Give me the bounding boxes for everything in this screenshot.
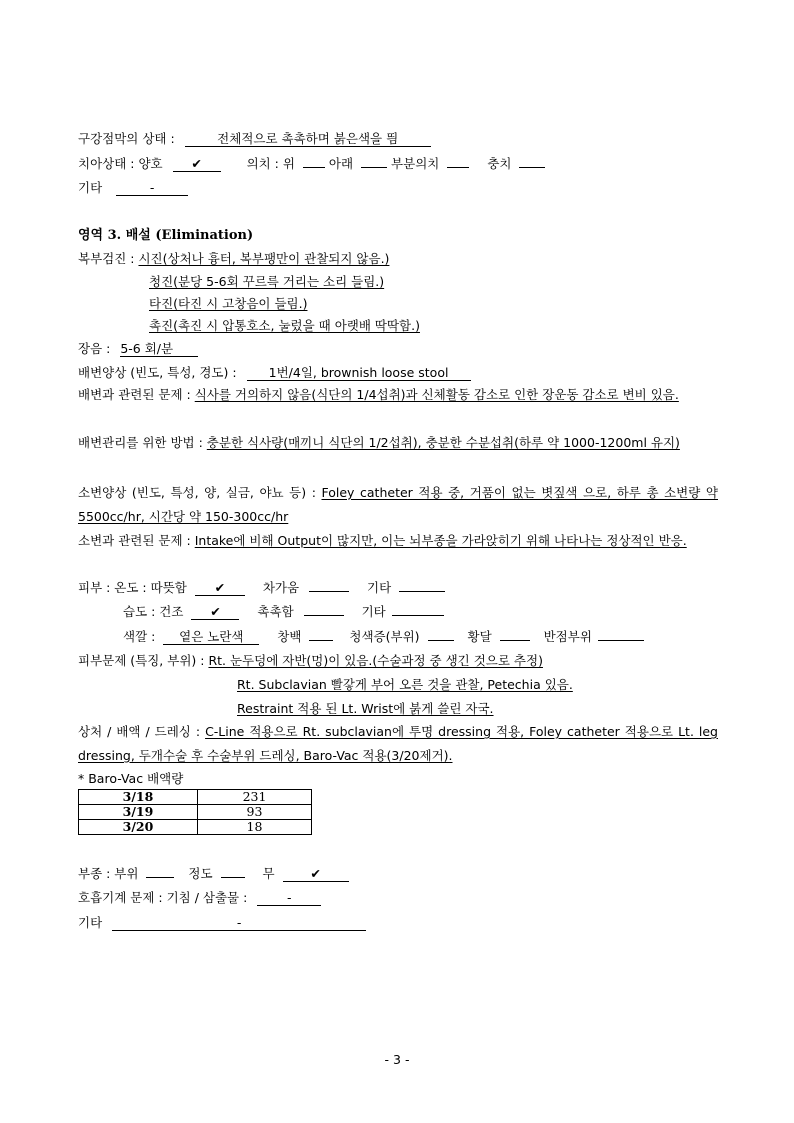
partial-denture-label: 부분의치 bbox=[391, 156, 440, 171]
edema-degree-label: 정도 bbox=[188, 866, 213, 881]
skin-humid-label: 촉촉함 bbox=[257, 604, 294, 619]
bowel-mgmt-value: 충분한 식사량(매끼니 식단의 1/2섭취), 충분한 수분섭취(하루 약 1000-1200ml 유지) bbox=[206, 435, 680, 450]
bowel-mgmt-label: 배변관리를 위한 방법 : bbox=[78, 435, 203, 450]
skin-dry-check: ✔ bbox=[191, 604, 239, 620]
bowel-problem-value: 식사를 거의하지 않음(식단의 1/4섭취)과 신체활동 감소로 인한 장운동 감소로 변비 있음. bbox=[194, 387, 679, 402]
skin-moist-label: 습도 : 건조 bbox=[123, 604, 184, 619]
partial-denture-value bbox=[447, 167, 469, 168]
urine-pattern-value: Foley catheter 적용 중, 거품이 없는 볏짚색 으로, 하루 총 소변량 약 5500cc/hr, 시간당 약 150-300cc/hr bbox=[78, 485, 718, 524]
denture-upper-value bbox=[303, 167, 325, 168]
barovac-table bbox=[78, 789, 312, 835]
skin-problem-label: 피부문제 (특징, 부위) : bbox=[78, 653, 205, 668]
abdomen-inspection-row bbox=[78, 251, 389, 267]
skin-warm-label: 따뜻함 bbox=[150, 580, 187, 595]
skin-pale-label: 창백 bbox=[277, 629, 302, 644]
denture-label: 의치 : 위 bbox=[246, 156, 295, 171]
bowel-problem-block bbox=[78, 383, 718, 407]
skin-problem-row bbox=[78, 653, 543, 669]
other-label: 기타 bbox=[78, 915, 103, 930]
edema-degree-value bbox=[221, 877, 245, 878]
skin-pale-value bbox=[309, 640, 333, 641]
edema-site-value bbox=[146, 877, 174, 878]
skin-moist-etc-label: 기타 bbox=[361, 604, 386, 619]
skin-color-value: 옅은 노란색 bbox=[163, 629, 259, 645]
skin-color-row bbox=[123, 629, 644, 645]
denture-lower-value bbox=[361, 167, 387, 168]
edema-label: 부종 : 부위 bbox=[78, 866, 139, 881]
table-row bbox=[79, 805, 312, 820]
abdomen-palpation-text: 촉진(촉진 시 압통호소, 눌렀을 때 아랫배 딱딱함.) bbox=[149, 318, 420, 333]
skin-moist-etc-value bbox=[392, 615, 444, 616]
skin-problem-2-row bbox=[237, 677, 573, 693]
bowel-problem-label: 배변과 관련된 문제 : bbox=[78, 387, 191, 402]
other-value: - bbox=[112, 915, 366, 931]
bowel-sound-row bbox=[78, 341, 198, 357]
skin-temp-etc-value bbox=[399, 591, 445, 592]
skin-cold-label: 차가움 bbox=[262, 580, 300, 595]
resp-value: - bbox=[257, 890, 321, 906]
caries-value bbox=[519, 167, 545, 168]
edema-row bbox=[78, 866, 349, 882]
wound-label: 상처 / 배액 / 드레싱 : bbox=[78, 724, 201, 739]
abdomen-inspection: 시진(상처나 흉터, 복부팽만이 관찰되지 않음.) bbox=[138, 251, 390, 266]
oral-mucosa-row bbox=[78, 131, 431, 147]
teeth-label: 치아상태 : 양호 bbox=[78, 156, 163, 171]
skin-temp-row bbox=[78, 580, 445, 596]
abdomen-auscultation-text: 청진(분당 5-6회 꾸르륵 거리는 소리 들림.) bbox=[149, 274, 385, 289]
barovac-amount: 18 bbox=[198, 820, 312, 835]
section-title: 영역 3. 배설 (Elimination) bbox=[78, 228, 254, 243]
urine-problem-label: 소변과 관련된 문제 : bbox=[78, 533, 191, 548]
skin-jaundice-value bbox=[500, 640, 530, 641]
skin-cold-value bbox=[309, 591, 349, 592]
wound-block bbox=[78, 720, 718, 768]
edema-none-check: ✔ bbox=[283, 866, 349, 882]
skin-jaundice-label: 황달 bbox=[467, 629, 492, 644]
barovac-date: 3/20 bbox=[79, 820, 198, 835]
resp-row bbox=[78, 890, 321, 906]
oral-mucosa-label: 구강점막의 상태 : bbox=[78, 131, 175, 146]
bowel-mgmt-block bbox=[78, 431, 718, 455]
urine-problem-value: Intake에 비해 Output이 많지만, 이는 뇌부종을 가라앉히기 위해 나타나는 정상적인 반응. bbox=[194, 533, 687, 548]
urine-problem-block bbox=[78, 529, 718, 553]
barovac-amount: 93 bbox=[198, 805, 312, 820]
barovac-amount: 231 bbox=[198, 790, 312, 805]
edema-none-label: 무 bbox=[262, 866, 275, 881]
table-row bbox=[79, 820, 312, 835]
teeth-row bbox=[78, 156, 545, 172]
oral-mucosa-value: 전체적으로 촉촉하며 붉은색을 띔 bbox=[185, 131, 431, 147]
skin-moist-row bbox=[123, 604, 444, 620]
abdomen-percussion bbox=[149, 296, 307, 312]
urine-pattern-label: 소변양상 (빈도, 특성, 양, 실금, 야뇨 등) : bbox=[78, 485, 316, 500]
table-row bbox=[79, 790, 312, 805]
other-row bbox=[78, 915, 366, 931]
lower-label: 아래 bbox=[328, 156, 354, 171]
skin-temp-label: 피부 : 온도 : bbox=[78, 580, 147, 595]
skin-humid-value bbox=[304, 615, 344, 616]
bowel-pattern-value: 1번/4일, brownish loose stool bbox=[247, 365, 471, 381]
skin-cyanosis-label: 청색증(부위) bbox=[349, 629, 420, 644]
wound-value: C-Line 적용으로 Rt. subclavian에 투명 dressing 적용, Foley catheter 적용으로 Lt. leg dressing, 두개수술 후 수술부위 드레싱, Baro-Vac 적용(3/20제거). bbox=[78, 724, 718, 763]
skin-problem-1: Rt. 눈두덩에 자반(멍)이 있음.(수술과정 중 생긴 것으로 추정) bbox=[208, 653, 543, 668]
abdomen-auscultation bbox=[149, 274, 384, 290]
resp-label: 호흡기계 문제 : 기침 / 삼출물 : bbox=[78, 890, 248, 905]
skin-problem-2: Rt. Subclavian 빨갛게 부어 오른 것을 관찰, Petechia 있음. bbox=[237, 677, 573, 692]
bowel-pattern-row bbox=[78, 365, 471, 381]
skin-color-label: 색깔 : bbox=[123, 629, 156, 644]
barovac-title: * Baro-Vac 배액량 bbox=[78, 771, 184, 786]
page-number: - 3 - bbox=[384, 1052, 410, 1067]
skin-problem-3-row bbox=[237, 701, 494, 717]
skin-petechia-label: 반점부위 bbox=[543, 629, 592, 644]
skin-problem-3: Restraint 적용 된 Lt. Wrist에 붉게 쓸린 자국. bbox=[237, 701, 494, 716]
skin-cyanosis-value bbox=[428, 640, 454, 641]
skin-petechia-value bbox=[598, 640, 644, 641]
barovac-date: 3/18 bbox=[79, 790, 198, 805]
barovac-date: 3/19 bbox=[79, 805, 198, 820]
oral-etc-row bbox=[78, 180, 188, 196]
oral-etc-value: - bbox=[116, 180, 188, 196]
skin-temp-etc-label: 기타 bbox=[367, 580, 392, 595]
abdomen-percussion-text: 타진(타진 시 고창음이 들림.) bbox=[149, 296, 308, 311]
urine-pattern-block bbox=[78, 481, 718, 529]
bowel-sound-label: 장음 : bbox=[78, 341, 111, 356]
abdomen-palpation bbox=[149, 318, 420, 334]
teeth-good-check: ✔ bbox=[173, 156, 221, 172]
oral-etc-label: 기타 bbox=[78, 180, 103, 195]
skin-warm-check: ✔ bbox=[195, 580, 245, 596]
bowel-sound-value: 5-6 회/분 bbox=[120, 341, 198, 357]
abdomen-label: 복부검진 : bbox=[78, 251, 135, 266]
caries-label: 충치 bbox=[487, 156, 512, 171]
bowel-pattern-label: 배변양상 (빈도, 특성, 경도) : bbox=[78, 365, 237, 380]
